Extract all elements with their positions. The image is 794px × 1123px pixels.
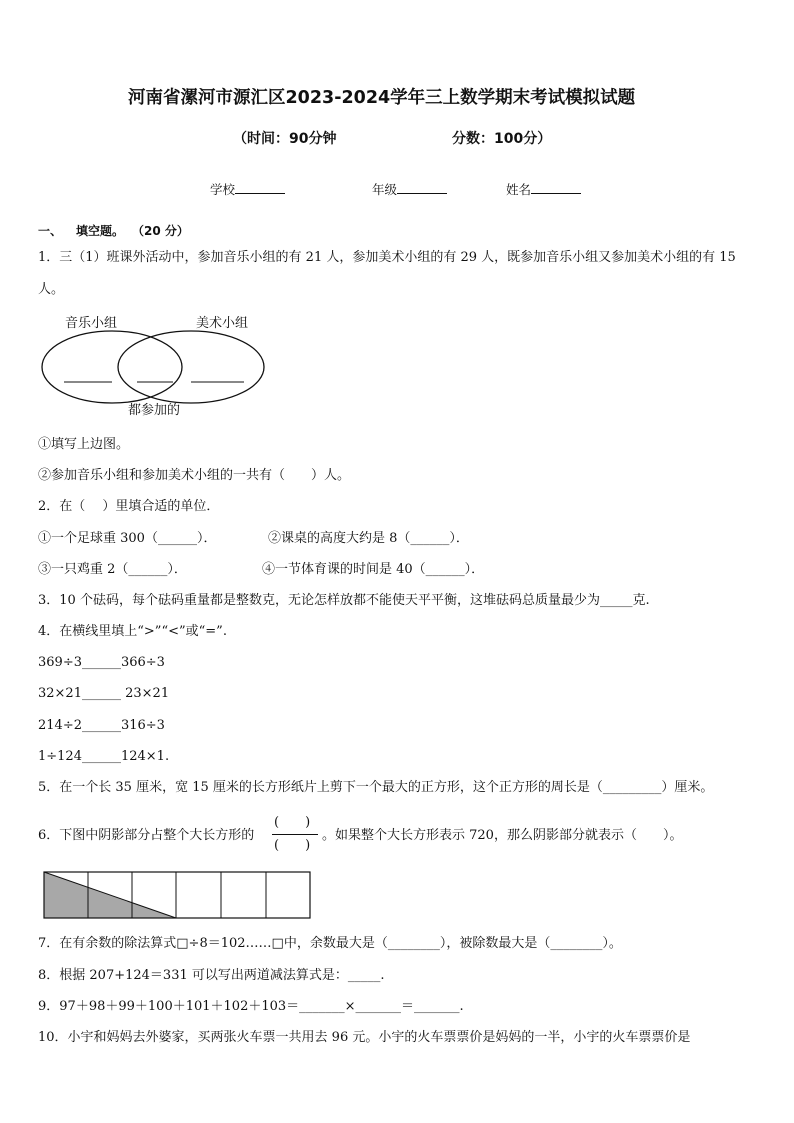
section-number: 一、 xyxy=(38,224,63,238)
q1-line1: 1．三（1）班课外活动中，参加音乐小组的有 21 人，参加美术小组的有 29 人，既参加音乐小组又参加美术小组的有 15 xyxy=(38,250,736,265)
q6-rectangle-figure xyxy=(44,872,314,920)
venn-right-label: 美术小组 xyxy=(196,316,249,331)
q4-row-3: 214÷2______316÷3 xyxy=(38,718,165,733)
venn-bottom-label: 都参加的 xyxy=(128,403,181,418)
q7-text: 7．在有余数的除法算式□÷8＝102……□中，余数最大是（________），被除数最大是（________）。 xyxy=(38,936,622,951)
section-points: （20 分） xyxy=(132,224,189,238)
page-title: 河南省漯河市源汇区2023-2024学年三上数学期末考试模拟试题 xyxy=(128,88,636,108)
exam-time: （时间：90分钟 xyxy=(233,131,337,147)
grade-label: 年级 xyxy=(372,182,398,197)
q9-text: 9．97＋98＋99＋100＋101＋102＋103＝_______×_______＝_______. xyxy=(38,999,464,1014)
q2-a: ①一个足球重 300（______）． xyxy=(38,531,217,546)
venn-left-circle xyxy=(42,331,182,403)
school-label: 学校 xyxy=(210,182,236,197)
q6-fraction-numerator[interactable]: ( ) xyxy=(274,815,311,830)
q2-stem: 2．在（ ）里填合适的单位． xyxy=(38,499,220,514)
q10-text: 10．小宇和妈妈去外婆家，买两张火车票一共用去 96 元。小宇的火车票票价是妈妈的一半，小宇的火车票票价是 xyxy=(38,1030,691,1045)
school-field xyxy=(210,181,285,198)
q6-fraction-bar xyxy=(272,834,318,835)
name-label: 姓名 xyxy=(506,182,532,197)
q5-text: 5．在一个长 35 厘米，宽 15 厘米的长方形纸片上剪下一个最大的正方形，这个正方形的周长是（_________）厘米。 xyxy=(38,780,714,795)
section-heading xyxy=(38,223,189,239)
q2-c: ③一只鸡重 2（______）． xyxy=(38,562,187,577)
q1-sub2: ②参加音乐小组和参加美术小组的一共有（ ）人。 xyxy=(38,468,351,483)
exam-score: 分数：100分） xyxy=(452,131,552,147)
q4-row-4: 1÷124______124×1. xyxy=(38,749,170,764)
q8-text: 8．根据 207+124＝331 可以写出两道减法算式是：_____. xyxy=(38,968,385,983)
q6-part2: 。如果整个大长方形表示 720，那么阴影部分就表示（ ）。 xyxy=(322,828,683,843)
q6-part1: 6．下图中阴影部分占整个大长方形的 xyxy=(38,828,255,843)
venn-right-circle xyxy=(118,331,264,403)
name-field xyxy=(506,181,581,198)
q4-stem: 4．在横线里填上“>”“<”或“=”. xyxy=(38,624,227,639)
q2-d: ④一节体育课的时间是 40（______）． xyxy=(262,562,485,577)
q4-row-2: 32×21______ 23×21 xyxy=(38,686,170,701)
q6-fraction-denominator[interactable]: ( ) xyxy=(274,838,311,853)
q6-fraction xyxy=(272,813,318,857)
q4-row-1: 369÷3______366÷3 xyxy=(38,655,165,670)
section-title: 填空题。 xyxy=(76,224,125,238)
grade-field xyxy=(372,181,447,198)
q2-b: ②课桌的高度大约是 8（______）． xyxy=(268,531,469,546)
name-blank[interactable] xyxy=(531,181,581,194)
grade-blank[interactable] xyxy=(397,181,447,194)
q3-text: 3．10 个砝码，每个砝码重量都是整数克，无论怎样放都不能使天平平衡，这堆砝码总质量最少为_____克. xyxy=(38,593,650,608)
venn-left-label: 音乐小组 xyxy=(65,316,118,331)
q1-line2: 人。 xyxy=(38,282,65,297)
q1-sub1: ①填写上边图。 xyxy=(38,437,130,452)
school-blank[interactable] xyxy=(235,181,285,194)
